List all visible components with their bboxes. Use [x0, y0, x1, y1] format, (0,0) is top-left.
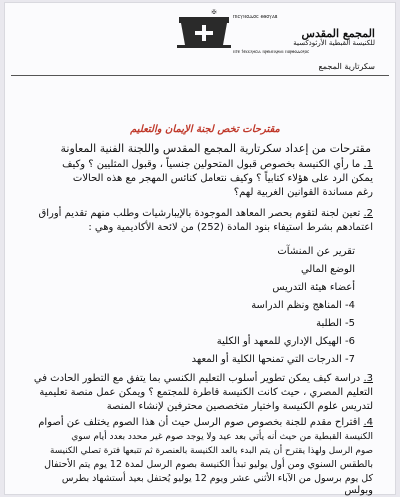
p1-text1: ما رأي الكنيسة بخصوص قبول المتحولين جنسياً ، وقبول المثليين ؟ وكيف [62, 159, 361, 170]
p3-number: 3. [363, 373, 373, 384]
p4-line2: الكنيسة القبطية من حيث أنه يأتي بعد عيد ولا يوجد صوم غير محدد بعدد أيام سوي [71, 432, 373, 442]
list-item-2: الوضع المالي [300, 264, 355, 275]
p4-number: 4. [363, 417, 373, 428]
secretariat-label: سكرتارية المجمع [318, 62, 375, 71]
list-item-4: 4- المناهج ونظم الدراسة [251, 300, 355, 311]
p2-line1 [38, 208, 373, 220]
org-name-coptic-sub: ⲛ̀ⲧⲉ ϯⲉⲕⲕⲗⲏⲥⲓⲁ ⲛ̀ⲣⲉⲙⲛ̀ⲭⲏⲙⲓ ⲛ̀ⲟⲣⲑⲟⲇⲟⲝⲟⲥ [233, 49, 310, 55]
p1-number: 1. [363, 159, 373, 170]
list-item-3: أعضاء هيئة التدريس [272, 282, 355, 293]
red-title: مقترحات تخص لجنة الإيمان والتعليم [130, 124, 280, 135]
list-item-5: 5- الطلبة [316, 318, 355, 329]
p1-line2: يمكن الرد على هؤلاء كتابياً ؟ وكيف نتعامل كنائس المهجر مع هذه الحالات [72, 173, 373, 184]
org-name-coptic: ⲡⲓⲥⲩⲛⲟⲇⲟⲥ ⲉⲑⲟⲩⲁⲃ [233, 13, 278, 20]
p4-line4: بالطقس السنوي ومن أول يوليو تبدأ الكنيسة بصوم الرسل لمدة 12 يوم يتم الأحتفال [44, 459, 373, 470]
p4-line1 [38, 417, 373, 429]
p1-line3: رغم مساندة القوانين الغربية لهم؟ [233, 187, 373, 198]
p3-text1: دراسة كيف يمكن تطوير أسلوب التعليم الكنسي بما يتفق مع التطور الحادث في [33, 373, 361, 384]
document-page [4, 2, 396, 495]
logo-cross: ✠ [211, 9, 217, 16]
list-item-6: 6- الهيكل الإداري للمعهد أو الكلية [216, 336, 355, 347]
p3-line2: التعليم المصري ، حيث كانت الكنيسة قاطرة للمجتمع ؟ ويمكن عمل منصة تعليمية [39, 387, 373, 398]
org-name-sub: للكنيسة القبطية الأرثوذكسية [293, 39, 375, 47]
list-item-1: تقرير عن المنشآت [277, 246, 355, 257]
p2-text1: تعين لجنة لتقوم بحصر المعاهد الموجودة بالإيبارشيات وطلب منهم تقديم أوراق [38, 208, 361, 219]
list-item-7: 7- الدرجات التي تمنحها الكلية أو المعهد [191, 354, 355, 365]
p3-line3: لتدريس علوم الكنيسة واختيار متخصصين محترفين لإنشاء المنصة [106, 401, 373, 412]
p3-line1 [34, 373, 373, 385]
p4-line3: صوم الرسل ولهذا يقترح أن يتم البدء بالعد الكنيسة بالعنصرة ثم تتبعها فترة تصلي الكنيسة [49, 446, 373, 456]
p1-line1 [62, 159, 373, 171]
intro-line: مقترحات من إعداد سكرتارية المجمع المقدس واللجنة الفنية المعاونة [60, 142, 371, 155]
p2-line2: اعتمادهم بشرط استيفاء بنود المادة (252) من لائحة الأكاديمية وهي : [88, 222, 373, 233]
p2-number: 2. [363, 208, 373, 219]
p4-line5: كل يوم برسول من الآباء الأثني عشر ويوم 12 يوليو يُحتفل بعيد أستشهاد بطرس [61, 473, 373, 484]
header-divider [11, 75, 389, 76]
p4-text1: اقتراح مقدم للجنة بخصوص صوم الرسل حيث أن هذا الصوم يختلف عن أصوام [38, 417, 361, 428]
org-name-ar: المجمع المقدس [301, 27, 375, 40]
p4-line6: وبولس [344, 485, 373, 496]
